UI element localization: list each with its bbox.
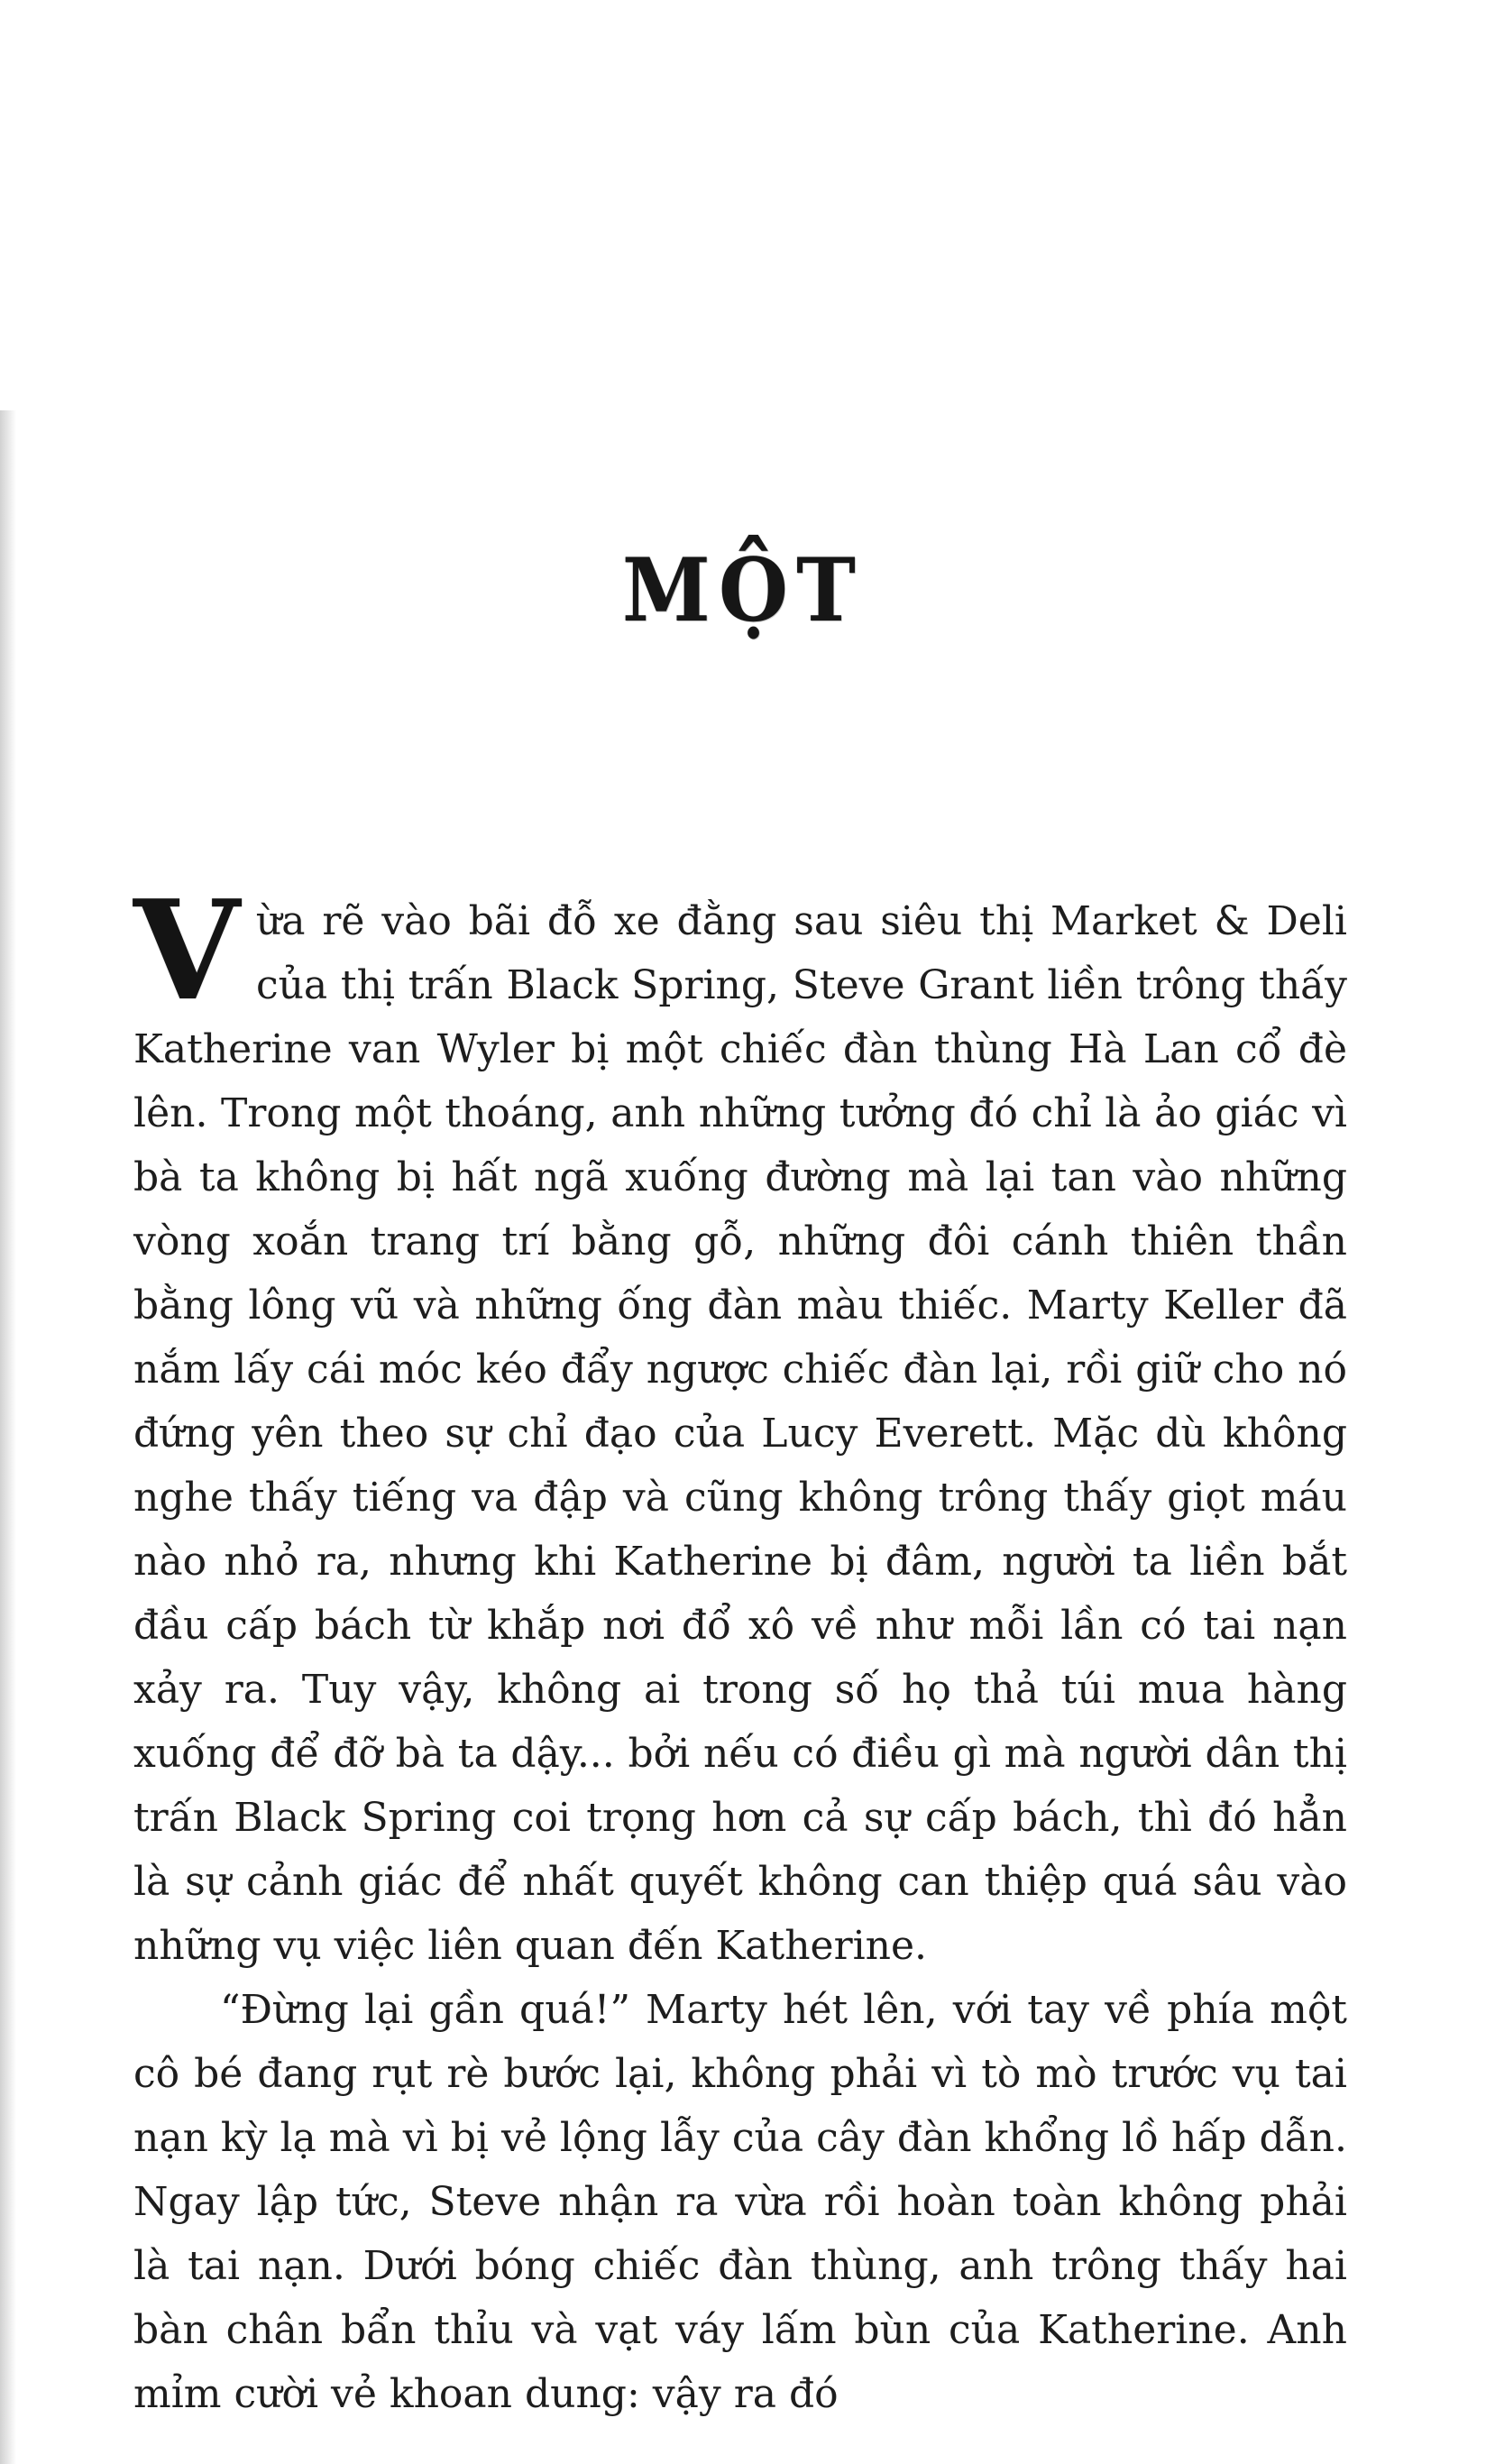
paragraph-first [133, 869, 1347, 1978]
page-left-scan-shadow [0, 410, 16, 2464]
chapter-heading: MỘT [621, 539, 865, 641]
paragraph-first-text: ừa rẽ vào bãi đỗ xe đằng sau siêu thị Market & Deli của thị trấn Black Spring, Steve Grant liền trông thấy Katherine van Wyler bị một chiếc đàn thùng Hà Lan cổ đè lên. Trong một thoáng, anh những tưởng đó chỉ là ảo giác vì bà ta không bị hất ngã xuống đường mà lại tan vào những vòng xoắn trang trí bằng gỗ, những đôi cánh thiên thần bằng lông vũ và những ống đàn màu thiếc. Marty Keller đã nắm lấy cái móc kéo đẩy ngược chiếc đàn lại, rồi giữ cho nó đứng yên theo sự chỉ đạo của Lucy Everett. Mặc dù không nghe thấy tiếng va đập và cũng không trông thấy giọt máu nào nhỏ ra, nhưng khi Katherine bị đâm, người ta liền bắt đầu cấp bách từ khắp nơi đổ xô về như mỗi lần có tai nạn xảy ra. Tuy vậy, không ai trong số họ thả túi mua hàng xuống để đỡ bà ta dậy... bởi nếu có điều gì mà người dân thị trấn Black Spring coi trọng hơn cả sự cấp bách, thì đó hẳn là sự cảnh giác để nhất quyết không can thiệp quá sâu vào những vụ việc liên quan đến Katherine. [133, 898, 1347, 1969]
drop-cap: V [133, 869, 240, 1031]
chapter-text [133, 869, 1347, 2426]
paragraph-second: “Đừng lại gần quá!” Marty hét lên, với tay về phía một cô bé đang rụt rè bước lại, không phải vì tò mò trước vụ tai nạn kỳ lạ mà vì bị vẻ lộng lẫy của cây đàn khổng lồ hấp dẫn. Ngay lập tức, Steve nhận ra vừa rồi hoàn toàn không phải là tai nạn. Dưới bóng chiếc đàn thùng, anh trông thấy hai bàn chân bẩn thỉu và vạt váy lấm bùn của Katherine. Anh mỉm cười vẻ khoan dung: vậy ra đó [133, 1987, 1347, 2417]
